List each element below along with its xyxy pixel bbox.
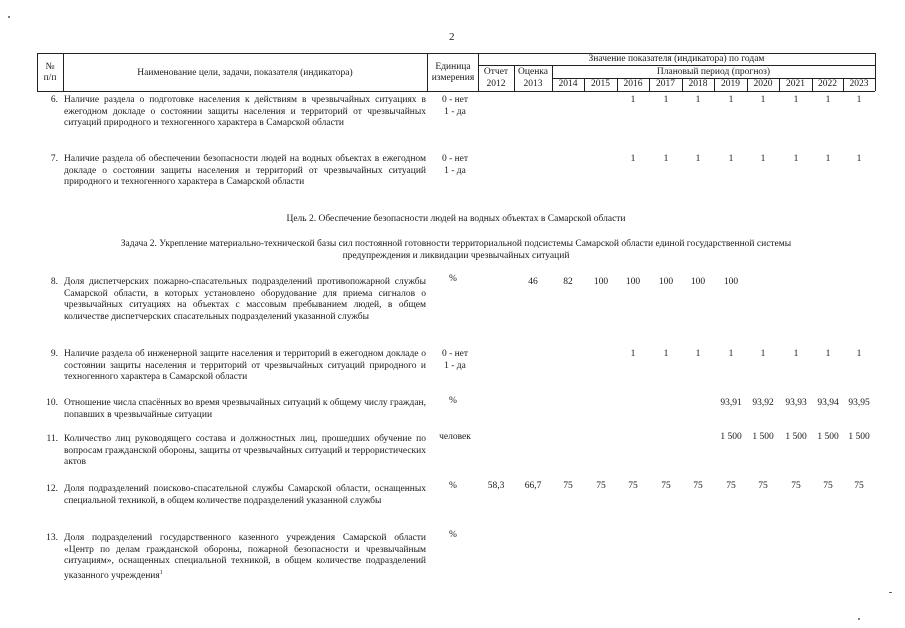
row-8-text: Доля диспетчерских пожарно-спасательных подразделений противопожарной службы Самарской области, в которых установлено оборудование для приема сигналов о чрезвычайных ситуациях на объектах с массовым пребыванием людей, в общем количестве диспетчерских спасательных подразделений указанной службы (64, 277, 426, 322)
value-cell: 75 (628, 481, 638, 491)
row-12-text: Доля подразделений поисково-спасательной службы Самарской области, оснащенных специальной техникой, в общем количестве подразделений указанной службы (64, 484, 426, 506)
task-2-heading-line1: Задача 2. Укрепление материально-технической базы сил постоянной готовности территориальной подсистемы Самарской области единой государственной системы (120, 239, 792, 249)
row-13-unit: % (449, 530, 457, 540)
header-values-group: Значение показателя (индикатора) по годам (588, 54, 765, 64)
row-11-num: 11. (46, 434, 58, 444)
header-estimate-line2: 2013 (523, 79, 543, 89)
value-cell: 46 (528, 277, 538, 287)
value-cell: 93,92 (752, 398, 774, 408)
row-10-unit: % (449, 396, 457, 406)
value-cell: 1 500 (752, 432, 774, 442)
row-13-text-body: Доля подразделений государственного казенного учреждения Самарской области «Центр по делам гражданской обороны, пожарной безопасности и чрезвычайным ситуациям», оснащенных специальной техникой, в общем количестве подразделений указанного учреждения (64, 533, 426, 581)
value-cell: 100 (625, 277, 641, 287)
row-9-unit-1: 0 - нет (441, 349, 469, 359)
row-7-num: 7. (50, 154, 58, 164)
row-10-num: 10. (46, 398, 58, 408)
header-num-line1: № (45, 62, 55, 72)
header-plan-group: Плановый период (прогноз) (656, 67, 771, 77)
value-cell: 1 500 (720, 432, 742, 442)
scan-speck (8, 16, 10, 18)
value-cell: 1 (825, 349, 831, 359)
header-year-2020: 2020 (753, 79, 773, 89)
row-12-unit: % (449, 481, 457, 491)
row-9-num: 9. (50, 349, 58, 359)
header-name: Наименование цели, задачи, показателя (индикатора) (137, 68, 353, 78)
value-cell: 1 (695, 154, 701, 164)
row-12-num: 12. (46, 484, 58, 494)
row-7-unit-2: 1 - да (444, 166, 466, 176)
value-cell: 93,94 (817, 398, 839, 408)
goal-2-heading: Цель 2. Обеспечение безопасности людей на водных объектах в Самарской области (286, 214, 626, 224)
value-cell: 75 (854, 481, 864, 491)
row-7-unit-1: 0 - нет (441, 154, 469, 164)
value-cell: 1 (825, 95, 831, 105)
value-cell: 1 (630, 95, 636, 105)
row-6-unit-1: 0 - нет (441, 95, 469, 105)
value-cell: 1 500 (785, 432, 807, 442)
header-report-line1: Отчет (483, 67, 509, 77)
value-cell: 75 (823, 481, 833, 491)
page-number: 2 (449, 31, 455, 43)
value-cell: 1 (793, 154, 799, 164)
value-cell: 1 (793, 95, 799, 105)
row-13-footnote-mark: 1 (159, 569, 163, 576)
header-year-2014: 2014 (558, 79, 578, 89)
value-cell: 1 500 (817, 432, 839, 442)
value-cell: 1 (663, 95, 669, 105)
header-unit-line1: Единица (435, 62, 471, 72)
value-cell: 58,3 (487, 481, 505, 491)
row-6-num: 6. (50, 95, 58, 105)
value-cell: 93,91 (720, 398, 742, 408)
row-6-unit-2: 1 - да (444, 107, 466, 117)
scan-speck (889, 592, 892, 593)
header-year-2019: 2019 (721, 79, 740, 89)
header-report-line2: 2012 (486, 79, 506, 89)
row-9-text: Наличие раздела об инженерной защите населения и территорий в ежегодном докладе о состоянии защиты населения и территорий от чрезвычайных ситуаций природного и техногенного характера в Самарской области (64, 349, 426, 382)
header-year-2021: 2021 (786, 79, 805, 89)
value-cell: 75 (596, 481, 606, 491)
value-cell: 100 (723, 277, 739, 287)
value-cell: 1 (728, 349, 734, 359)
row-8-unit: % (449, 274, 457, 284)
scan-speck (858, 618, 860, 620)
value-cell: 1 (760, 95, 766, 105)
value-cell: 75 (563, 481, 573, 491)
value-cell: 66,7 (524, 481, 542, 491)
value-cell: 1 (856, 349, 862, 359)
row-8-num: 8. (50, 277, 58, 287)
value-cell: 93,95 (848, 398, 870, 408)
value-cell: 82 (563, 277, 573, 287)
value-cell: 1 500 (848, 432, 870, 442)
value-cell: 1 (760, 154, 766, 164)
value-cell: 1 (630, 154, 636, 164)
header-year-2015: 2015 (591, 79, 610, 89)
value-cell: 100 (690, 277, 706, 287)
value-cell: 1 (663, 154, 669, 164)
value-cell: 1 (728, 154, 734, 164)
task-2-heading-line2: предупреждения и ликвидации чрезвычайных ситуаций (342, 251, 570, 261)
value-cell: 1 (630, 349, 636, 359)
row-6-text: Наличие раздела о подготовке населения к действиям в чрезвычайных ситуациях в ежегодном докладе о состоянии защиты населения и территорий от чрезвычайных ситуаций природного и техногенного характера в Самарской области (64, 95, 426, 128)
row-13-num: 13. (46, 533, 58, 543)
row-9-unit-2: 1 - да (444, 361, 466, 371)
row-11-unit: человек (439, 432, 471, 442)
value-cell: 100 (593, 277, 609, 287)
value-cell: 1 (695, 349, 701, 359)
value-cell: 1 (793, 349, 799, 359)
row-13-text (64, 533, 426, 582)
value-cell: 75 (661, 481, 671, 491)
value-cell: 75 (726, 481, 736, 491)
header-num-line2: п/п (43, 73, 57, 83)
row-11-text: Количество лиц руководящего состава и должностных лиц, прошедших обучение по вопросам гражданской обороны, защиты от чрезвычайных ситуаций и террористических актов (64, 434, 426, 467)
value-cell: 1 (663, 349, 669, 359)
value-cell: 1 (856, 95, 862, 105)
value-cell: 75 (693, 481, 703, 491)
header-year-2022: 2022 (818, 79, 837, 89)
value-cell: 75 (791, 481, 801, 491)
value-cell: 75 (758, 481, 768, 491)
table-header (37, 53, 875, 91)
row-7-text: Наличие раздела об обеспечении безопасности людей на водных объектах в ежегодном докладе о состоянии защиты населения и территорий от чрезвычайных ситуаций природного и техногенного характера в Самарской области (64, 154, 426, 187)
value-cell: 1 (695, 95, 701, 105)
header-year-2016: 2016 (623, 79, 643, 89)
value-cell: 1 (760, 349, 766, 359)
header-unit-line2: измерения (431, 73, 475, 83)
value-cell: 93,93 (785, 398, 807, 408)
header-estimate-line1: Оценка (518, 67, 548, 77)
header-year-2017: 2017 (656, 79, 675, 89)
header-year-2018: 2018 (688, 79, 708, 89)
row-10-text: Отношение числа спасённых во время чрезвычайных ситуаций к общему числу граждан, попавших в чрезвычайные ситуации (64, 398, 426, 420)
value-cell: 1 (856, 154, 862, 164)
value-cell: 1 (825, 154, 831, 164)
value-cell: 100 (658, 277, 674, 287)
value-cell: 1 (728, 95, 734, 105)
header-year-2023: 2023 (849, 79, 869, 89)
